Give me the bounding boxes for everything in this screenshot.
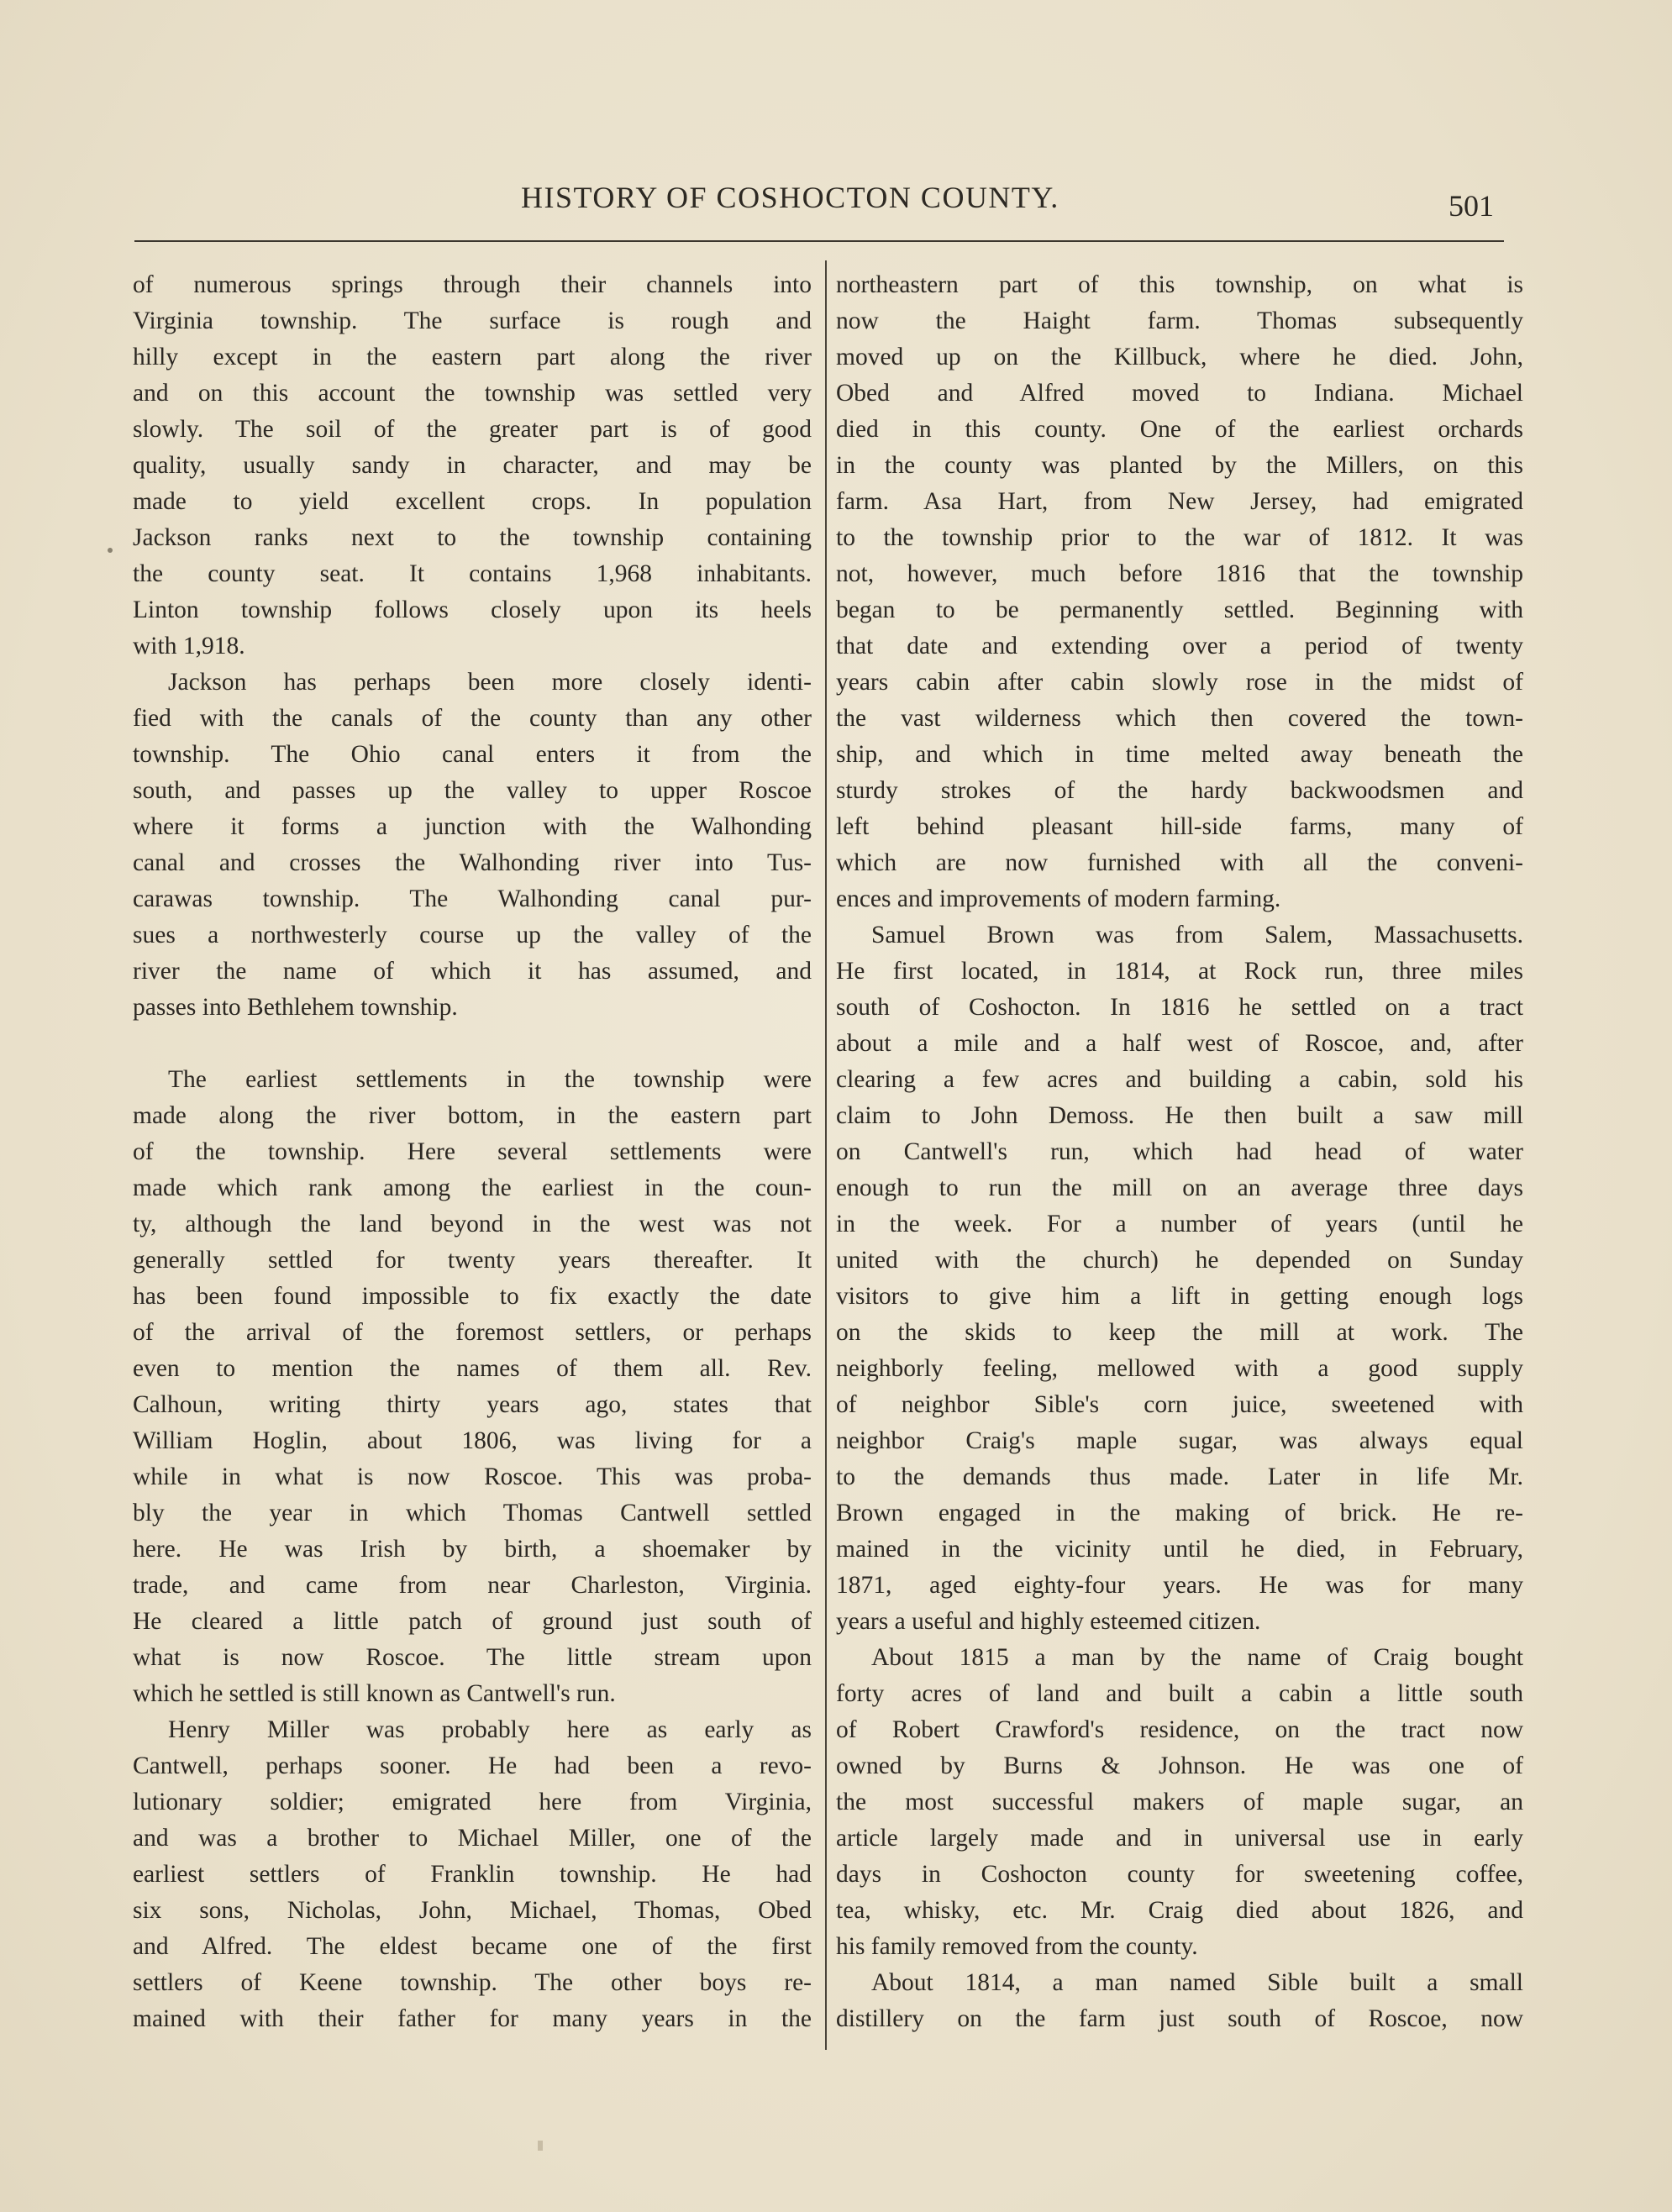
text-line: ship, and which in time melted away beneath the bbox=[836, 741, 1523, 768]
text-line: days in Coshocton county for sweetening coffee, bbox=[836, 1861, 1523, 1888]
text-line: of neighbor Sible's corn juice, sweetened with bbox=[836, 1391, 1523, 1418]
text-line: The earliest settlements in the township were bbox=[168, 1066, 812, 1093]
text-line: and on this account the township was settled very bbox=[133, 380, 812, 407]
text-line: Jackson ranks next to the township containing bbox=[133, 524, 812, 551]
text-line: Henry Miller was probably here as early as bbox=[168, 1716, 812, 1743]
text-line: generally settled for twenty years thereafter. It bbox=[133, 1247, 812, 1274]
margin-mark bbox=[108, 548, 113, 553]
text-line: and Alfred. The eldest became one of the first bbox=[133, 1933, 812, 1960]
text-line: Brown engaged in the making of brick. He re- bbox=[836, 1500, 1523, 1526]
text-line: ty, although the land beyond in the west was not bbox=[133, 1211, 812, 1237]
text-line: left behind pleasant hill-side farms, many of bbox=[836, 813, 1523, 840]
text-line: lutionary soldier; emigrated here from Virginia, bbox=[133, 1789, 812, 1815]
text-line: trade, and came from near Charleston, Virginia. bbox=[133, 1572, 812, 1599]
text-line: enough to run the mill on an average three days bbox=[836, 1174, 1523, 1201]
text-line: to the demands thus made. Later in life Mr. bbox=[836, 1463, 1523, 1490]
text-line: township. The Ohio canal enters it from the bbox=[133, 741, 812, 768]
text-line: his family removed from the county. bbox=[836, 1933, 1198, 1960]
text-line: 1871, aged eighty-four years. He was for many bbox=[836, 1572, 1523, 1599]
text-line: where it forms a junction with the Walhonding bbox=[133, 813, 812, 840]
text-line: About 1815 a man by the name of Craig bought bbox=[871, 1644, 1523, 1671]
text-line: died in this county. One of the earliest orchards bbox=[836, 416, 1523, 443]
text-line: in the week. For a number of years (until he bbox=[836, 1211, 1523, 1237]
text-line: visitors to give him a lift in getting enough logs bbox=[836, 1283, 1523, 1310]
text-line: began to be permanently settled. Beginning with bbox=[836, 596, 1523, 623]
page-number: 501 bbox=[1449, 189, 1494, 223]
text-line: owned by Burns & Johnson. He was one of bbox=[836, 1752, 1523, 1779]
text-line: Obed and Alfred moved to Indiana. Michael bbox=[836, 380, 1523, 407]
text-line: Linton township follows closely upon its heels bbox=[133, 596, 812, 623]
text-line: of the township. Here several settlements were bbox=[133, 1138, 812, 1165]
text-line: neighbor Craig's maple sugar, was always equal bbox=[836, 1427, 1523, 1454]
text-line: slowly. The soil of the greater part is of good bbox=[133, 416, 812, 443]
text-line: united with the church) he depended on Sunday bbox=[836, 1247, 1523, 1274]
text-line: quality, usually sandy in character, and may be bbox=[133, 452, 812, 479]
text-line: Virginia township. The surface is rough and bbox=[133, 307, 812, 334]
text-line: river the name of which it has assumed, and bbox=[133, 958, 812, 985]
text-line: He first located, in 1814, at Rock run, three miles bbox=[836, 958, 1523, 985]
text-line: south, and passes up the valley to upper Roscoe bbox=[133, 777, 812, 804]
text-line: on the skids to keep the mill at work. The bbox=[836, 1319, 1523, 1346]
text-line: the most successful makers of maple sugar, an bbox=[836, 1789, 1523, 1815]
text-line: moved up on the Killbuck, where he died. John, bbox=[836, 344, 1523, 370]
text-line: to the township prior to the war of 1812. It was bbox=[836, 524, 1523, 551]
text-line: even to mention the names of them all. Rev. bbox=[133, 1355, 812, 1382]
text-line: northeastern part of this township, on what is bbox=[836, 271, 1523, 298]
text-line: the vast wilderness which then covered the town- bbox=[836, 705, 1523, 732]
text-line: Samuel Brown was from Salem, Massachusetts. bbox=[871, 922, 1523, 948]
text-line: Calhoun, writing thirty years ago, states that bbox=[133, 1391, 812, 1418]
text-line: fied with the canals of the county than any other bbox=[133, 705, 812, 732]
text-line: hilly except in the eastern part along the river bbox=[133, 344, 812, 370]
text-line: Jackson has perhaps been more closely identi- bbox=[168, 669, 812, 696]
text-line: south of Coshocton. In 1816 he settled on a tract bbox=[836, 994, 1523, 1021]
text-line: about a mile and a half west of Roscoe, and, after bbox=[836, 1030, 1523, 1057]
text-line: what is now Roscoe. The little stream upon bbox=[133, 1644, 812, 1671]
text-line: that date and extending over a period of twenty bbox=[836, 633, 1523, 659]
text-line: mained with their father for many years in the bbox=[133, 2005, 812, 2032]
text-line: which are now furnished with all the conveni- bbox=[836, 849, 1523, 876]
text-line: neighborly feeling, mellowed with a good supply bbox=[836, 1355, 1523, 1382]
text-line: and was a brother to Michael Miller, one of the bbox=[133, 1825, 812, 1852]
right-column bbox=[836, 267, 1523, 2037]
page-header bbox=[193, 180, 1504, 230]
text-line: article largely made and in universal use in early bbox=[836, 1825, 1523, 1852]
text-line: tea, whisky, etc. Mr. Craig died about 1826, and bbox=[836, 1897, 1523, 1924]
text-line: six sons, Nicholas, John, Michael, Thomas, Obed bbox=[133, 1897, 812, 1924]
text-line: made along the river bottom, in the eastern part bbox=[133, 1102, 812, 1129]
left-column bbox=[133, 267, 812, 2037]
text-line: forty acres of land and built a cabin a little south bbox=[836, 1680, 1523, 1707]
text-line: with 1,918. bbox=[133, 633, 245, 659]
text-line: canal and crosses the Walhonding river into Tus- bbox=[133, 849, 812, 876]
text-line: has been found impossible to fix exactly the date bbox=[133, 1283, 812, 1310]
text-line: not, however, much before 1816 that the township bbox=[836, 560, 1523, 587]
text-line: William Hoglin, about 1806, was living for a bbox=[133, 1427, 812, 1454]
text-line: carawas township. The Walhonding canal pur- bbox=[133, 885, 812, 912]
text-line: sues a northwesterly course up the valley of the bbox=[133, 922, 812, 948]
text-line: mained in the vicinity until he died, in February, bbox=[836, 1536, 1523, 1563]
text-line: here. He was Irish by birth, a shoemaker by bbox=[133, 1536, 812, 1563]
text-line: now the Haight farm. Thomas subsequently bbox=[836, 307, 1523, 334]
text-line: sturdy strokes of the hardy backwoodsmen and bbox=[836, 777, 1523, 804]
text-line: on Cantwell's run, which had head of water bbox=[836, 1138, 1523, 1165]
text-line: of Robert Crawford's residence, on the tract now bbox=[836, 1716, 1523, 1743]
text-line: passes into Bethlehem township. bbox=[133, 994, 458, 1021]
blank-line bbox=[133, 1026, 812, 1062]
text-line: About 1814, a man named Sible built a small bbox=[871, 1969, 1523, 1996]
text-line: years cabin after cabin slowly rose in the midst of bbox=[836, 669, 1523, 696]
text-line: which he settled is still known as Cantwell's run. bbox=[133, 1680, 616, 1707]
text-line: ences and improvements of modern farming. bbox=[836, 885, 1281, 912]
text-line: settlers of Keene township. The other boys re- bbox=[133, 1969, 812, 1996]
text-line: years a useful and highly esteemed citizen. bbox=[836, 1608, 1261, 1635]
text-line: He cleared a little patch of ground just south of bbox=[133, 1608, 812, 1635]
text-line: earliest settlers of Franklin township. He had bbox=[133, 1861, 812, 1888]
header-rule bbox=[134, 240, 1504, 242]
text-line: made which rank among the earliest in the coun- bbox=[133, 1174, 812, 1201]
text-line: of the arrival of the foremost settlers, or perhaps bbox=[133, 1319, 812, 1346]
text-line: bly the year in which Thomas Cantwell settled bbox=[133, 1500, 812, 1526]
text-line: made to yield excellent crops. In population bbox=[133, 488, 812, 515]
text-line: while in what is now Roscoe. This was proba- bbox=[133, 1463, 812, 1490]
column-divider bbox=[825, 260, 827, 2050]
paper-speck bbox=[538, 2141, 543, 2151]
text-line: claim to John Demoss. He then built a saw mill bbox=[836, 1102, 1523, 1129]
text-line: of numerous springs through their channels into bbox=[133, 271, 812, 298]
text-line: Cantwell, perhaps sooner. He had been a revo- bbox=[133, 1752, 812, 1779]
text-line: farm. Asa Hart, from New Jersey, had emigrated bbox=[836, 488, 1523, 515]
text-line: distillery on the farm just south of Roscoe, now bbox=[836, 2005, 1523, 2032]
text-line: the county seat. It contains 1,968 inhabitants. bbox=[133, 560, 812, 587]
text-line: clearing a few acres and building a cabin, sold his bbox=[836, 1066, 1523, 1093]
text-line: in the county was planted by the Millers, on this bbox=[836, 452, 1523, 479]
running-title: HISTORY OF COSHOCTON COUNTY. bbox=[521, 181, 1059, 214]
